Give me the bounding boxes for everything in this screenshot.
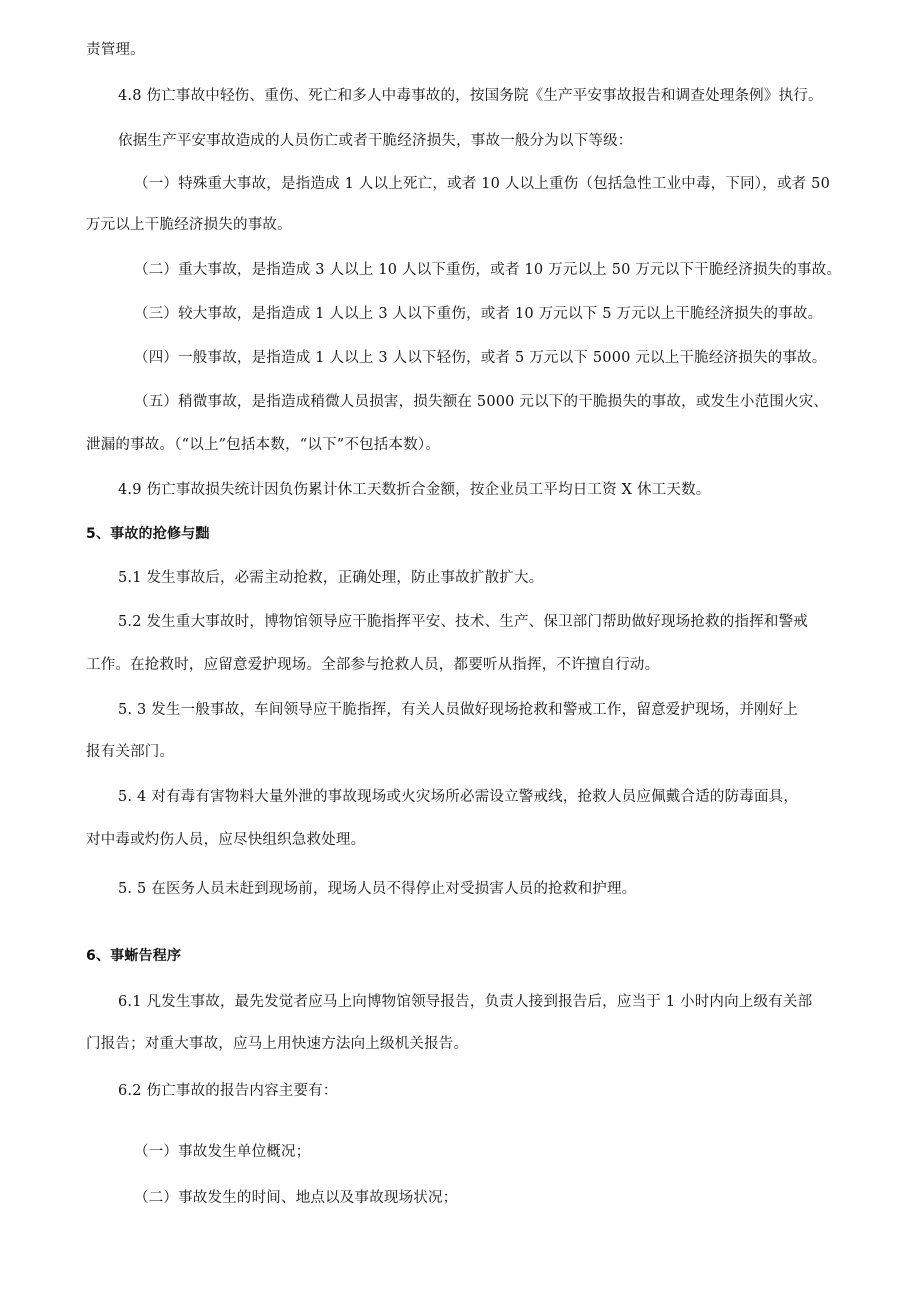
paragraph: 报有关部门。 bbox=[86, 744, 175, 760]
paragraph: 工作。在抢救时，应留意爱护现场。全部参与抢救人员，都要听从指挥，不许擅自行动。 bbox=[86, 657, 660, 673]
paragraph: 门报告；对重大事故，应马上用快速方法向上级机关报告。 bbox=[86, 1036, 469, 1052]
paragraph: （二）重大事故，是指造成 3 人以上 10 人以下重伤，或者 10 万元以上 50 万元以下干脆经济损失的事故。 bbox=[134, 262, 842, 278]
paragraph: 泄漏的事故。（“以上”包括本数，“以下”不包括本数）。 bbox=[86, 437, 441, 453]
paragraph: （一）事故发生单位概况； bbox=[134, 1144, 311, 1160]
paragraph: 5.2 发生重大事故时，博物馆领导应干脆指挥平安、技术、生产、保卫部门帮助做好现场抢救的指挥和警戒 bbox=[118, 614, 808, 630]
paragraph: 6.1 凡发生事故，最先发觉者应马上向博物馆领导报告，负责人接到报告后，应当于 1 小时内向上级有关部 bbox=[118, 994, 813, 1010]
section-heading-5: 5、事故的抢修与黜 bbox=[86, 526, 210, 542]
paragraph: 万元以上干脆经济损失的事故。 bbox=[86, 217, 292, 233]
paragraph: 4.8 伤亡事故中轻伤、重伤、死亡和多人中毒事故的，按国务院《生产平安事故报告和调查处理条例》执行。 bbox=[118, 88, 823, 104]
paragraph: 依据生产平安事故造成的人员伤亡或者干脆经济损失，事故一般分为以下等级： bbox=[118, 133, 633, 149]
paragraph: 对中毒或灼伤人员，应尽快组织急救处理。 bbox=[86, 832, 366, 848]
paragraph: （五）稍微事故，是指造成稍微人员损害，损失额在 5000 元以下的干脆损失的事故，或发生小范围火灾、 bbox=[134, 394, 829, 410]
paragraph: （二）事故发生的时间、地点以及事故现场状况； bbox=[134, 1190, 458, 1206]
paragraph: （三）较大事故，是指造成 1 人以上 3 人以下重伤，或者 10 万元以下 5 万元以上干脆经济损失的事故。 bbox=[134, 306, 823, 322]
paragraph: 责管理。 bbox=[86, 42, 145, 58]
section-heading-6: 6、事蜥告程序 bbox=[86, 948, 182, 964]
paragraph: 5. 3 发生一般事故，车间领导应干脆指挥，有关人员做好现场抢救和警戒工作，留意爱护现场，并刚好上 bbox=[118, 702, 799, 718]
paragraph: 5. 5 在医务人员未赶到现场前，现场人员不得停止对受损害人员的抢救和护理。 bbox=[118, 881, 637, 897]
paragraph: 4.9 伤亡事故损失统计因负伤累计休工天数折合金额，按企业员工平均日工资 X 休工天数。 bbox=[118, 482, 711, 498]
paragraph: 5. 4 对有毒有害物料大量外泄的事故现场或火灾场所必需设立警戒线，抢救人员应佩戴合适的防毒面具， bbox=[118, 789, 799, 805]
paragraph: （一）特殊重大事故，是指造成 1 人以上死亡，或者 10 人以上重伤（包括急性工业中毒，下同），或者 50 bbox=[134, 176, 831, 192]
paragraph: 5.1 发生事故后，必需主动抢救，正确处理，防止事故扩散扩大。 bbox=[118, 570, 544, 586]
paragraph: （四）一般事故，是指造成 1 人以上 3 人以下轻伤，或者 5 万元以下 5000 元以上干脆经济损失的事故。 bbox=[134, 350, 827, 366]
paragraph: 6.2 伤亡事故的报告内容主要有： bbox=[118, 1083, 338, 1099]
